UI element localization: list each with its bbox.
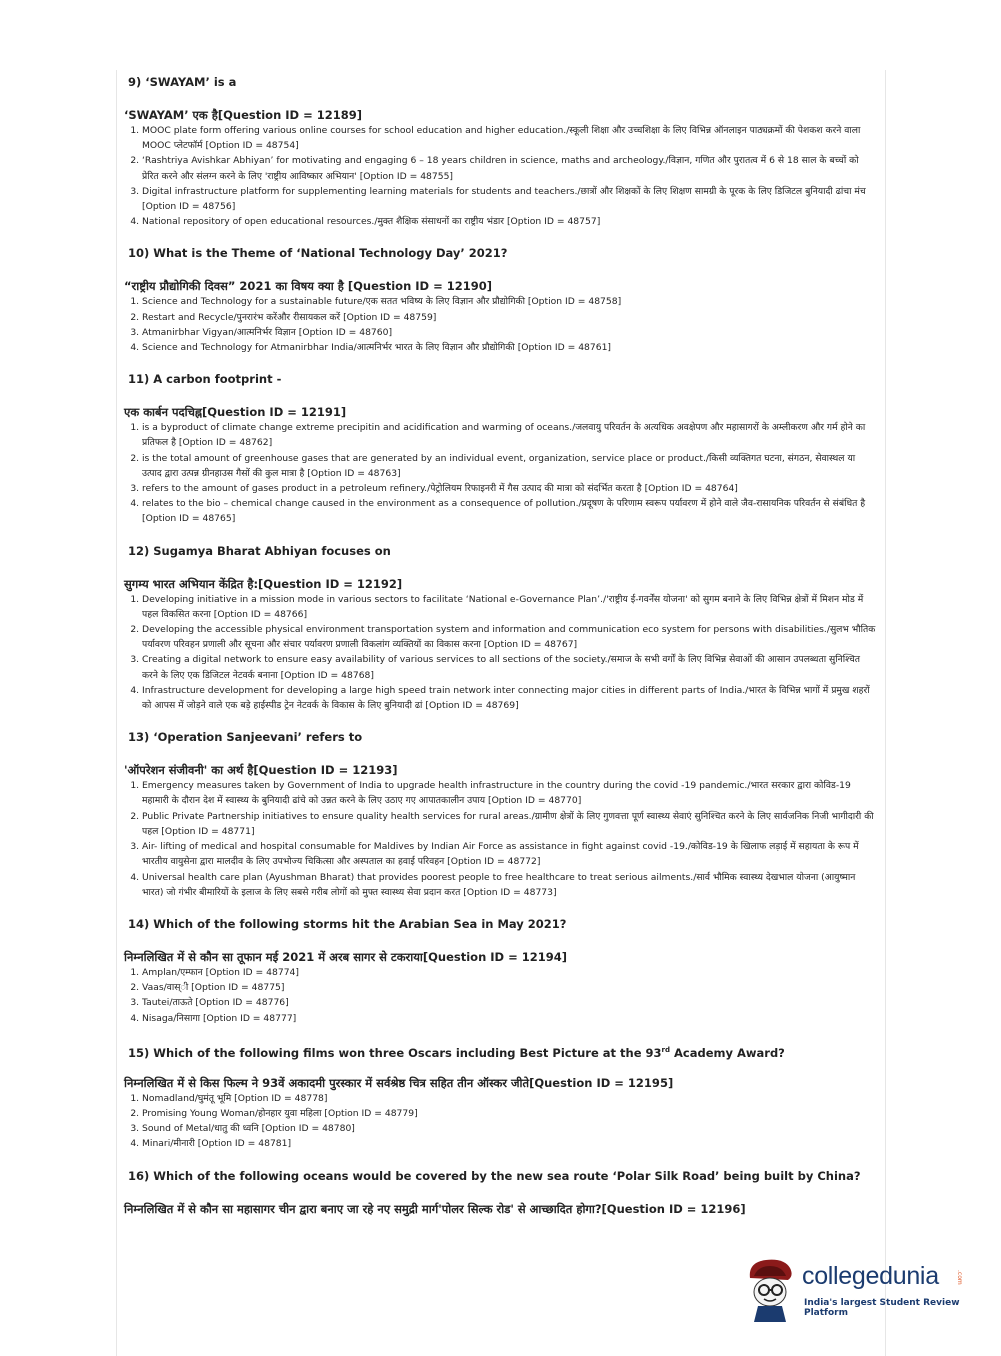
question-text-hi: एक कार्बन पदचिह्न[Question ID = 12191] <box>124 405 347 420</box>
question-text-en: 16) Which of the following oceans would be covered by the new sea route ‘Polar Silk Road’ being built by China? <box>128 1168 861 1183</box>
question-11 <box>124 369 876 526</box>
option-item: 3. Air- lifting of medical and hospital consumable for Maldives by Indian Air Force as assistance in fight against covid -19./कोविड-19 के खिलाफ लड़ाई में सहायता के रूप में भारतीय वायुसेना द्वारा मालदीव के लिए उपभोज्य चिकित्सा और अस्पताल का हवाई परिवहन [Option ID = 48772] <box>142 839 876 869</box>
question-14 <box>124 914 876 1026</box>
logo-wordmark: collegedunia <box>802 1262 939 1290</box>
option-list <box>124 965 876 1026</box>
option-list <box>124 123 876 229</box>
question-10 <box>124 243 876 355</box>
option-list <box>124 592 876 714</box>
option-item: 2. Vaas/वास्ी [Option ID = 48775] <box>142 980 876 995</box>
question-9 <box>124 72 876 229</box>
question-12 <box>124 541 876 714</box>
question-text-hi: “राष्ट्रीय प्रौद्योगिकी दिवस” 2021 का विषय क्या है [Question ID = 12190] <box>124 279 492 294</box>
option-list <box>124 1091 876 1152</box>
option-item: 4. Universal health care plan (Ayushman Bharat) that provides poorest people to free healthcare to treat serious ailments./सार्व भौमिक स्वास्थ्य देखभाल योजना (आयुष्मान भारत) जो गंभीर बीमारियों के इलाज के लिए सबसे गरीब लोगों को मुफ्त स्वास्थ्य सेवा प्रदान करत [Option ID = 48773] <box>142 870 876 900</box>
option-item: 2. Promising Young Woman/होनहार युवा महिला [Option ID = 48779] <box>142 1106 876 1121</box>
option-item: 1. Developing initiative in a mission mode in various sectors to facilitate ‘National e-Governance Plan’./'राष्ट्रीय ई-गवर्नेंस योजना' को सुगम बनाने के लिए विभिन्न क्षेत्रों में मिशन मोड में पहल विकसित करना [Option ID = 48766] <box>142 592 876 622</box>
option-item: 4. relates to the bio – chemical change caused in the environment as a consequence of pollution./प्रदूषण के परिणाम स्वरूप पर्यावरण में होने वाले जैव-रासायनिक परिवर्तन से संबंधित है [Option ID = 48765] <box>142 496 876 526</box>
question-list <box>124 72 876 1217</box>
option-item: 1. is a byproduct of climate change extreme precipitin and acidification and warming of oceans./जलवायु परिवर्तन के अत्यधिक अवक्षेपण और महासागरों के अम्लीकरण और गर्म होने का प्रतिफल है [Option ID = 48762] <box>142 420 876 450</box>
question-text-en-end: Academy Award? <box>670 1045 785 1060</box>
option-item: 1. Science and Technology for a sustainable future/एक सतत भविष्य के लिए विज्ञान और प्रौद्योगिकी [Option ID = 48758] <box>142 294 876 309</box>
question-text-en: 12) Sugamya Bharat Abhiyan focuses on <box>128 543 391 558</box>
question-text-hi: ‘SWAYAM’ एक है[Question ID = 12189] <box>124 108 362 122</box>
question-text-en: 10) What is the Theme of ‘National Technology Day’ 2021? <box>128 246 508 261</box>
option-item: 2. Developing the accessible physical environment transportation system and information and communication eco system for persons with disabilities./सुलभ भौतिक पर्यावरण परिवहन प्रणाली और सूचना और संचार पर्यावरण प्रणाली विकलांग व्यक्तियों का विकास करना [Option ID = 48767] <box>142 622 876 652</box>
question-15 <box>124 1040 876 1152</box>
question-16 <box>124 1166 876 1217</box>
logo-domain-suffix: .com <box>956 1270 963 1285</box>
question-text-en: 13) ‘Operation Sanjeevani’ refers to <box>128 730 363 745</box>
logo-tagline: India's largest Student Review Platform <box>804 1298 960 1318</box>
option-item: 4. National repository of open educational resources./मुक्त शैक्षिक संसाधनों का राष्ट्रीय भंडार [Option ID = 48757] <box>142 214 876 229</box>
question-text-hi: निम्नलिखित में से कौन सा तूफान मई 2021 में अरब सागर से टकराया[Question ID = 12194] <box>124 949 568 964</box>
option-item: 3. Creating a digital network to ensure easy availability of various services to all sections of the society./समाज के सभी वर्गों के लिए विभिन्न सेवाओं की आसान उपलब्धता सुनिश्चित करने के लिए एक डिजिटल नेटवर्क बनाना [Option ID = 48768] <box>142 652 876 682</box>
collegedunia-logo[interactable] <box>744 1256 974 1330</box>
option-item: 3. Tautei/ताऊते [Option ID = 48776] <box>142 995 876 1010</box>
option-item: 2. Restart and Recycle/पुनरारंभ करेंऔर रीसायकल करें [Option ID = 48759] <box>142 310 876 325</box>
option-item: 2. is the total amount of greenhouse gases that are generated by an individual event, organization, service place or product./किसी व्यक्तिगत घटना, संगठन, सेवास्थल या उत्पाद द्वारा उत्पन्न ग्रीनहाउस गैसों की कुल मात्रा है [Option ID = 48763] <box>142 451 876 481</box>
question-13 <box>124 727 876 900</box>
question-text-hi: सुगम्य भारत अभियान केंद्रित है:[Question ID = 12192] <box>124 576 403 591</box>
question-text-en-main: 15) Which of the following films won three Oscars including Best Picture at the 93 <box>128 1045 662 1060</box>
ordinal-suffix: rd <box>661 1045 670 1054</box>
option-item: 4. Nisaga/निसागा [Option ID = 48777] <box>142 1011 876 1026</box>
question-text-hi: निम्नलिखित में से कौन सा महासागर चीन द्वारा बनाए जा रहे नए समुद्री मार्ग'पोलर सिल्क रोड' से आच्छादित होगा?[Question ID = 12196] <box>124 1201 746 1216</box>
option-item: 4. Infrastructure development for developing a large high speed train network inter connecting major cities in different parts of India./भारत के विभिन्न भागों में प्रमुख शहरों को आपस में जोड़ने वाले एक बड़े हाईस्पीड ट्रेन नेटवर्क के विकास के लिए बुनियादी ढां [Option ID = 48769] <box>142 683 876 713</box>
question-text-hi: 'ऑपरेशन संजीवनी' का अर्थ है[Question ID = 12193] <box>124 763 398 778</box>
option-item: 1. Amplan/एम्फान [Option ID = 48774] <box>142 965 876 980</box>
option-item: 2. Public Private Partnership initiatives to ensure quality health services for rural areas./ग्रामीण क्षेत्रों के लिए गुणवत्ता पूर्ण स्वास्थ्य सेवाएं सुनिश्चित करने के लिए सार्वजनिक निजी भागीदारी की पहल [Option ID = 48771] <box>142 809 876 839</box>
option-item: 1. Emergency measures taken by Government of India to upgrade health infrastructure in the country during the covid -19 pandemic./भारत सरकार द्वारा कोविड-19 महामारी के दौरान देश में स्वास्थ्य के बुनियादी ढांचे को उन्नत करने के लिए उठाए गए आपातकालीन उपाय [Option ID = 48770] <box>142 778 876 808</box>
option-list <box>124 778 876 900</box>
option-item: 3. Digital infrastructure platform for supplementing learning materials for students and teachers./छात्रों और शिक्षकों के लिए शिक्षण सामग्री के पूरक के लिए डिजिटल बुनियादी ढांचा मंच [Option ID = 48756] <box>142 184 876 214</box>
option-item: 1. MOOC plate form offering various online courses for school education and higher education./स्कूली शिक्षा और उच्चशिक्षा के लिए विभिन्न ऑनलाइन पाठ्यक्रमों की पेशकश करने वाला MOOC प्लेटफॉर्म [Option ID = 48754] <box>142 123 876 153</box>
option-item: 3. Sound of Metal/धातु की ध्वनि [Option ID = 48780] <box>142 1121 876 1136</box>
option-item: 1. Nomadland/घुमंतू भूमि [Option ID = 48778] <box>142 1091 876 1106</box>
option-item: 4. Science and Technology for Atmanirbhar India/आत्मनिर्भर भारत के लिए विज्ञान और प्रौद्योगिकी [Option ID = 48761] <box>142 340 876 355</box>
option-list <box>124 420 876 526</box>
option-item: 2. ‘Rashtriya Avishkar Abhiyan’ for motivating and engaging 6 – 18 years children in science, maths and archeology./विज्ञान, गणित और पुरातत्व में 6 से 18 साल के बच्चों को प्रेरित करने और संलग्न करने के लिए 'राष्ट्रीय आविष्कार अभियान' [Option ID = 48755] <box>142 153 876 183</box>
question-text-en <box>128 1040 876 1060</box>
question-text-en: 9) ‘SWAYAM’ is a <box>128 75 237 89</box>
question-text-hi: निम्नलिखित में से किस फिल्म ने 93वें अकादमी पुरस्कार में सर्वश्रेष्ठ चित्र सहित तीन ऑस्कर जीते[Question ID = 12195] <box>124 1075 674 1090</box>
option-item: 3. refers to the amount of gases product in a petroleum refinery./पेट्रोलियम रिफाइनरी में गैस उत्पाद की मात्रा को संदर्भित करता है [Option ID = 48764] <box>142 481 876 496</box>
option-item: 3. Atmanirbhar Vigyan/आत्मनिर्भर विज्ञान [Option ID = 48760] <box>142 325 876 340</box>
option-list <box>124 294 876 355</box>
option-item: 4. Minari/मीनारी [Option ID = 48781] <box>142 1136 876 1151</box>
mascot-icon <box>744 1258 802 1324</box>
question-text-en: 14) Which of the following storms hit the Arabian Sea in May 2021? <box>128 916 567 931</box>
question-text-en: 11) A carbon footprint - <box>128 372 282 387</box>
